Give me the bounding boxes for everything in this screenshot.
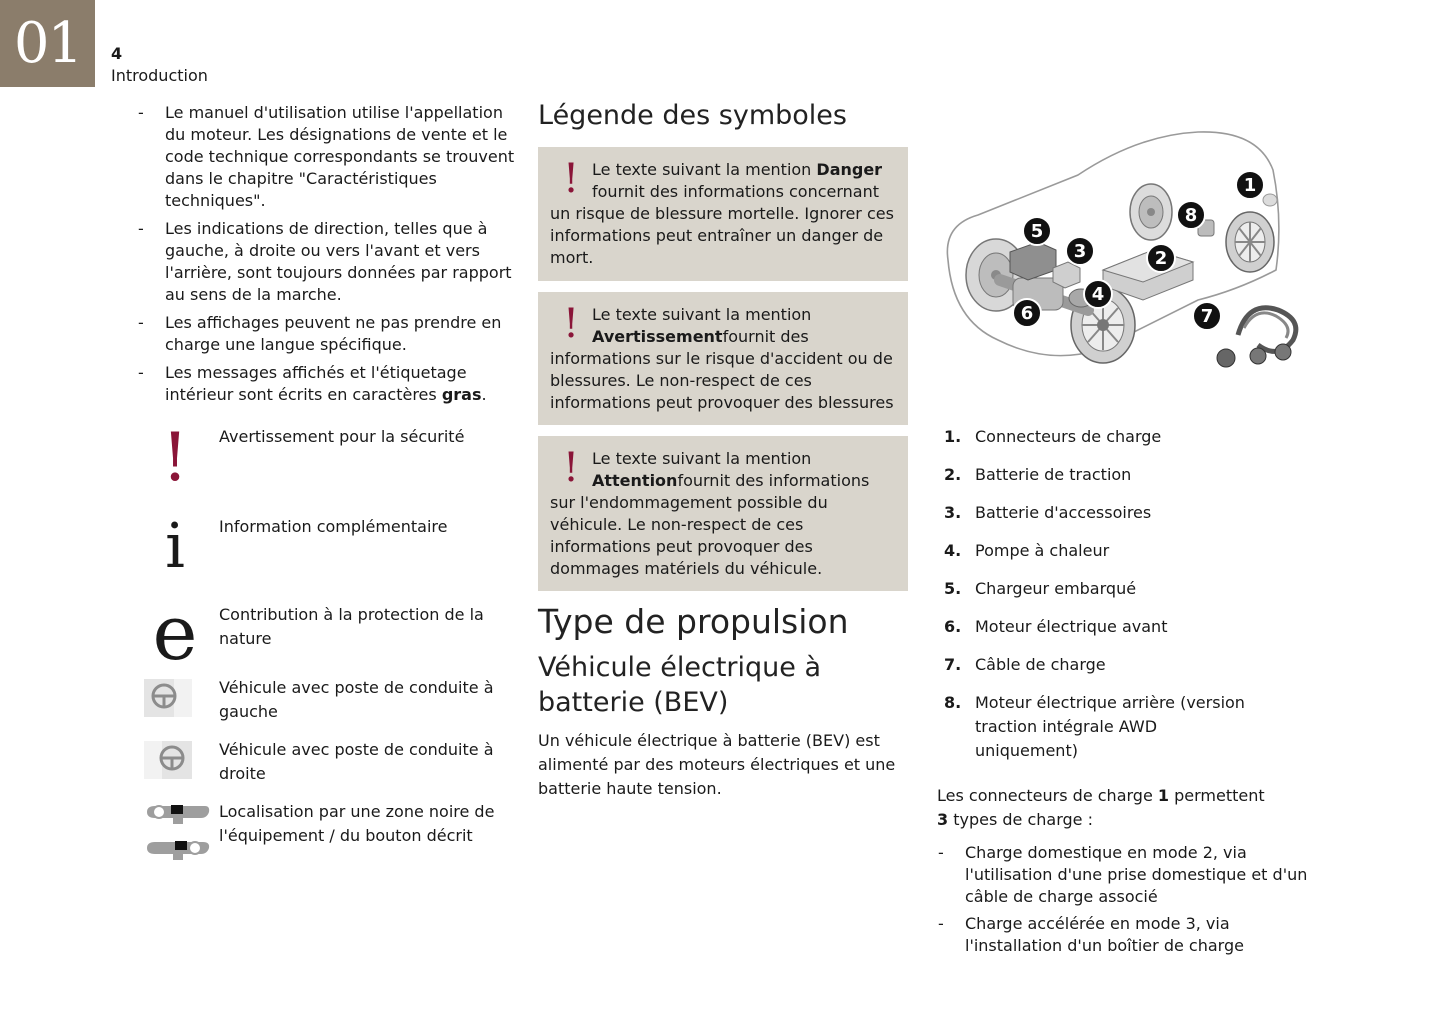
symbol-label: Localisation par une zone noire de l'équipement / du bouton décrit: [219, 802, 495, 845]
location-zone-icon: [145, 802, 211, 872]
exclamation-icon: !: [161, 419, 189, 496]
note-text: Le texte suivant la mention: [592, 160, 817, 179]
warning-exclamation-icon: !: [562, 445, 580, 491]
list-item: 5. Chargeur embarqué: [944, 579, 1137, 598]
connectors-paragraph: Les connecteurs de charge 1 permettent 3 types de charge :: [937, 786, 1265, 829]
list-item: - Le manuel d'utilisation utilise l'appellation du moteur. Les désignations de vente et le code technique correspondants se trouvent dans le chapitre "Caractéristiques techniques".: [136, 102, 516, 212]
page-number: 4: [111, 44, 123, 63]
symbol-row-safety: [140, 419, 520, 505]
chapter-tab: 01: [0, 0, 95, 87]
wheel-icon: [1226, 212, 1274, 272]
eco-icon: e: [152, 588, 198, 677]
svg-text:5: 5: [1030, 221, 1044, 242]
list-item: - Les indications de direction, telles que à gauche, à droite ou vers l'avant et vers l'arrière, sont toujours données par rapport au sens de la marche.: [136, 218, 516, 306]
svg-text:1: 1: [1243, 175, 1257, 196]
callout-8: [1177, 201, 1205, 229]
list-item: [136, 362, 516, 406]
legend-heading: Légende des symboles: [538, 100, 847, 131]
symbol-row-location: [140, 800, 520, 870]
symbol-label: Véhicule avec poste de conduite à droite: [219, 740, 494, 783]
note-text: fournit des informations sur l'endommagement possible du véhicule. Le non-respect de ces informations peut provoquer des dommages matériels du véhicule.: [550, 471, 870, 578]
svg-text:7: 7: [1200, 306, 1214, 327]
note-keyword: Avertissement: [592, 327, 723, 346]
info-icon: i: [165, 509, 185, 582]
attention-note: [538, 436, 908, 591]
charging-cable-icon: [1217, 308, 1296, 367]
list-item: - Charge domestique en mode 2, via l'utilisation d'une prise domestique et d'un câble de charge associé: [937, 842, 1317, 908]
symbol-label: Véhicule avec poste de conduite à gauche: [219, 678, 494, 721]
svg-text:3: 3: [1073, 241, 1087, 262]
list-item: 1. Connecteurs de charge: [944, 427, 1162, 446]
right-hand-drive-icon: [144, 741, 192, 783]
wheel-icon: [1130, 184, 1172, 240]
symbol-row-rhd: [140, 738, 520, 793]
section-title: Introduction: [111, 66, 208, 85]
list-item: 8. Moteur électrique arrière (version traction intégrale AWD uniquement): [944, 693, 1245, 760]
symbol-label: Contribution à la protection de la nature: [219, 605, 484, 648]
svg-text:6: 6: [1020, 303, 1034, 324]
list-item: 3. Batterie d'accessoires: [944, 503, 1152, 522]
symbol-row-lhd: [140, 676, 520, 731]
ev-components-illustration: [938, 120, 1308, 385]
list-item: - Charge accélérée en mode 3, via l'installation d'un boîtier de charge: [937, 913, 1317, 957]
intro-bullet-list: [136, 102, 516, 412]
note-keyword: Attention: [592, 471, 678, 490]
callout-6: [1013, 299, 1041, 327]
warning-exclamation-icon: !: [562, 156, 580, 202]
propulsion-heading: Type de propulsion: [538, 602, 849, 641]
warning-exclamation-icon: !: [562, 301, 580, 347]
svg-text:8: 8: [1184, 205, 1198, 226]
symbol-label: Avertissement pour la sécurité: [219, 427, 465, 446]
list-item: 6. Moteur électrique avant: [944, 617, 1168, 636]
note-text: Le texte suivant la mention: [592, 449, 812, 468]
symbol-row-eco: [140, 588, 520, 677]
list-item: 2. Batterie de traction: [944, 465, 1132, 484]
bold-word: gras: [441, 385, 482, 404]
note-text: Le texte suivant la mention: [592, 305, 812, 324]
warning-note: [538, 292, 908, 425]
list-item: 7. Câble de charge: [944, 655, 1106, 674]
symbol-label: Information complémentaire: [219, 517, 448, 536]
list-item-text: Les messages affichés et l'étiquetage intérieur sont écrits en caractères: [165, 363, 467, 404]
list-item-end: .: [481, 385, 487, 404]
callout-2: [1147, 244, 1175, 272]
symbol-row-info: [140, 509, 520, 595]
list-item: 4. Pompe à chaleur: [944, 541, 1110, 560]
callout-5: [1023, 217, 1051, 245]
component-list: [944, 425, 1324, 777]
danger-note: [538, 147, 908, 281]
note-keyword: Danger: [816, 160, 883, 179]
note-text: fournit des informations sur le risque d'accident ou de blessures. Le non-respect de ces informations peut provoquer des blessures: [550, 327, 894, 412]
callout-1: [1236, 171, 1264, 199]
callout-4: [1084, 280, 1112, 308]
charge-types-list: [937, 842, 1317, 962]
callout-7: [1193, 302, 1221, 330]
bev-heading: Véhicule électrique à batterie (BEV): [538, 652, 821, 718]
callout-3: [1066, 237, 1094, 265]
svg-text:2: 2: [1154, 248, 1168, 269]
svg-text:4: 4: [1091, 284, 1105, 305]
left-hand-drive-icon: [144, 679, 192, 721]
note-text: fournit des informations concernant un risque de blessure mortelle. Ignorer ces informations peut entraîner un danger de mort.: [550, 182, 894, 267]
list-item: - Les affichages peuvent ne pas prendre en charge une langue spécifique.: [136, 312, 516, 356]
bev-description: Un véhicule électrique à batterie (BEV) est alimenté par des moteurs électriques et une batterie haute tension.: [538, 731, 896, 798]
